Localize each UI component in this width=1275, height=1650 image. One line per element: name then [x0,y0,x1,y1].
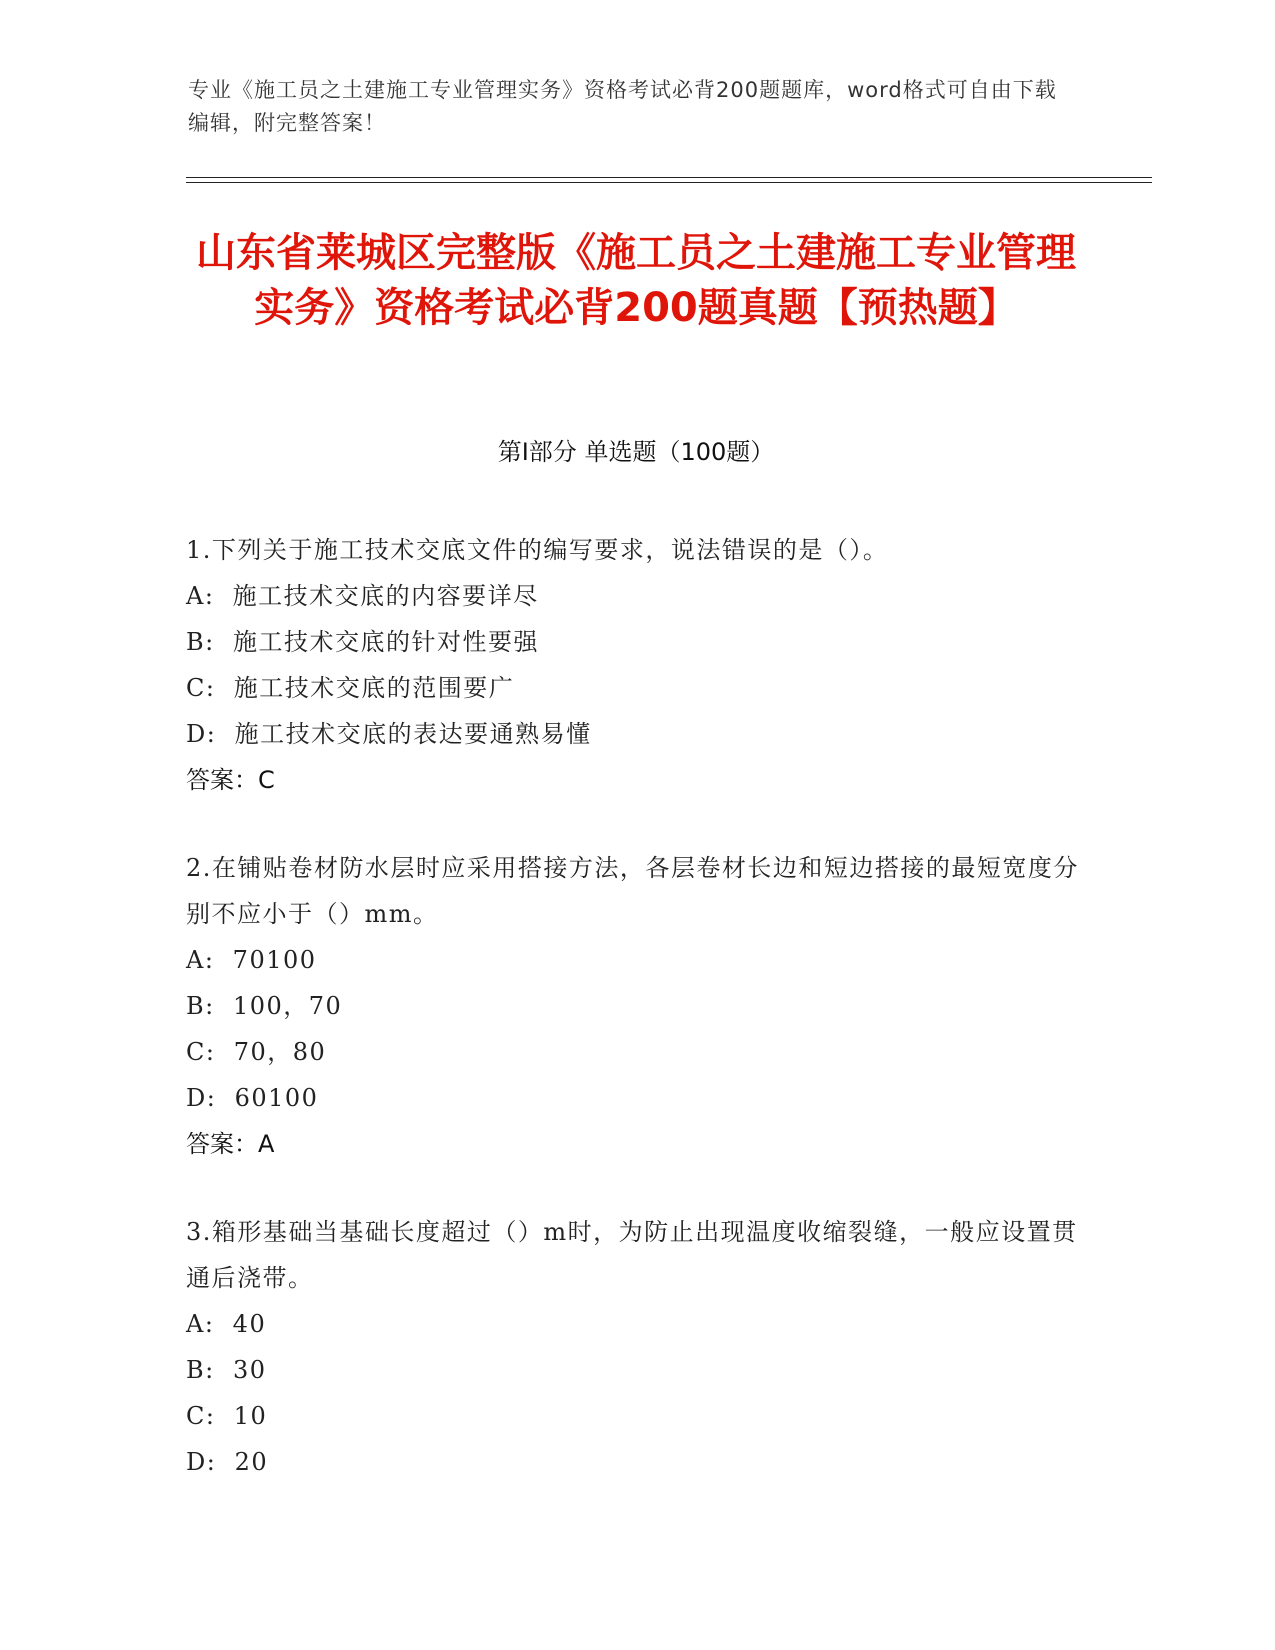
answer-line: 答案：C [186,766,275,794]
question-item [186,527,1086,803]
header-divider-bottom [186,182,1152,183]
option-d: D: 60100 [186,1084,319,1112]
option-d: D: 20 [186,1448,269,1476]
question-stem: 1.下列关于施工技术交底文件的编写要求，说法错误的是（）。 [186,536,889,564]
question-item [186,845,1086,1167]
question-stem: 2.在铺贴卷材防水层时应采用搭接方法，各层卷材长边和短边搭接的最短宽度分别不应小于（）mm。 [186,854,1079,928]
option-b: B: 100，70 [186,992,343,1020]
option-a: A: 施工技术交底的内容要详尽 [186,582,539,610]
answer-line: 答案：A [186,1130,275,1158]
question-list [186,527,1086,1527]
document-title: 山东省莱城区完整版《施工员之土建施工专业管理实务》资格考试必背200题真题【预热题】 [196,230,1076,331]
option-b: B: 30 [186,1356,267,1384]
option-a: A: 70100 [186,946,317,974]
section-heading: 第I部分 单选题（100题） [497,438,775,466]
option-d: D: 施工技术交底的表达要通熟易懂 [186,720,592,748]
header-note: 专业《施工员之土建施工专业管理实务》资格考试必背200题题库，word格式可自由下载编辑，附完整答案！ [188,78,1057,135]
option-a: A: 40 [186,1310,267,1338]
question-item [186,1209,1086,1485]
question-stem: 3.箱形基础当基础长度超过（）m时，为防止出现温度收缩裂缝，一般应设置贯通后浇带。 [186,1218,1078,1292]
option-c: C: 70，80 [186,1038,327,1066]
option-c: C: 施工技术交底的范围要广 [186,674,515,702]
header-divider-top [186,177,1152,178]
option-c: C: 10 [186,1402,268,1430]
option-b: B: 施工技术交底的针对性要强 [186,628,539,656]
